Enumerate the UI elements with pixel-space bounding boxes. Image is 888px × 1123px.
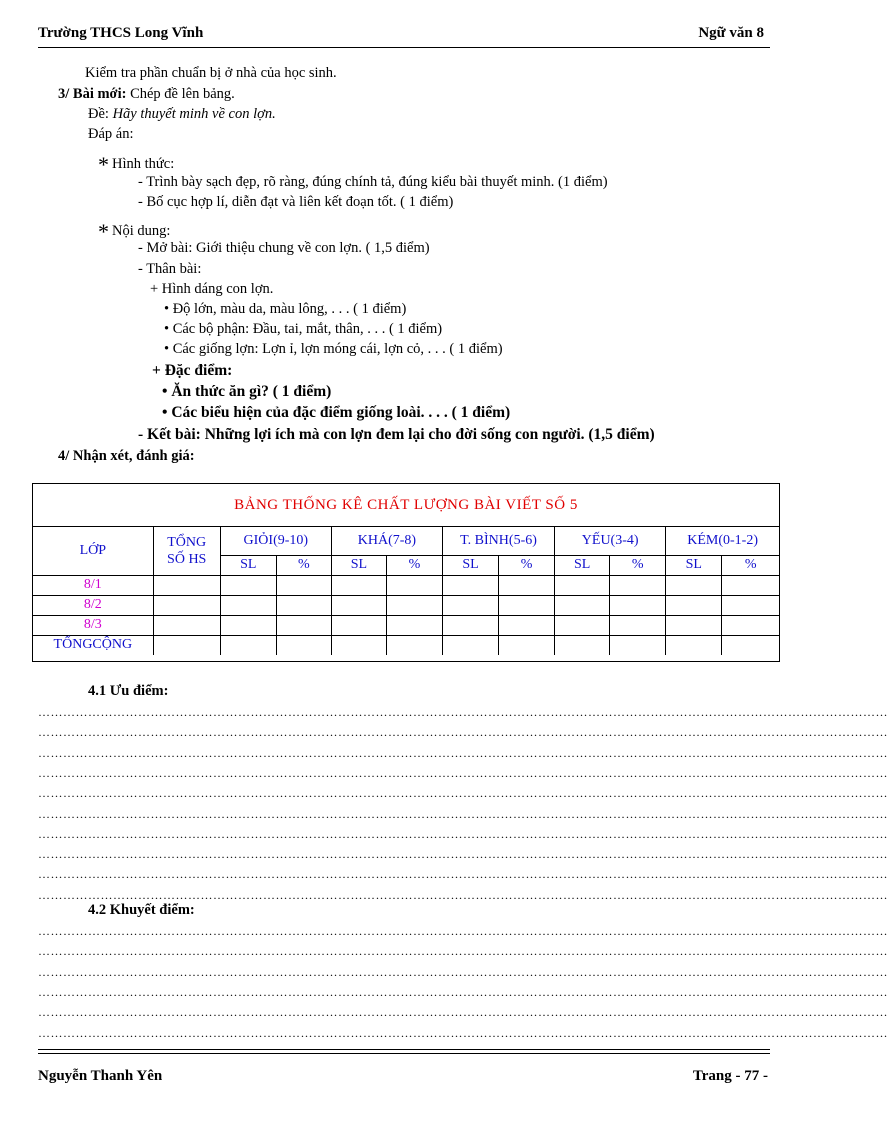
form-item-2: - Bố cục hợp lí, diễn đạt và liên kết đoạn tốt. ( 1 điểm) <box>138 194 454 210</box>
dotted-line[interactable]: …………………………………………………………………………………………………………………………………………………………………………………… <box>38 826 888 841</box>
feature-item-1-text: Ăn thức ăn gì? ( 1 điểm) <box>171 383 332 400</box>
table-row <box>33 575 779 595</box>
col-lop: LỚP <box>33 527 153 575</box>
section-4-heading: 4/ Nhận xét, đánh giá: <box>58 448 195 464</box>
cell[interactable] <box>555 615 610 635</box>
author-name: Nguyễn Thanh Yên <box>38 1068 163 1084</box>
dotted-line[interactable]: …………………………………………………………………………………………………………………………………………………………………………………… <box>38 725 888 740</box>
cell[interactable] <box>666 595 722 615</box>
shape-item-1-text: Độ lớn, màu da, màu lông, . . . ( 1 điểm) <box>172 301 407 317</box>
cell[interactable] <box>555 575 610 595</box>
features-heading: + Đặc điểm: <box>152 362 233 379</box>
cell[interactable] <box>610 615 666 635</box>
cell[interactable] <box>722 575 779 595</box>
cell[interactable] <box>722 595 779 615</box>
cell[interactable] <box>276 635 331 655</box>
form-heading <box>98 148 175 177</box>
cell[interactable] <box>386 595 442 615</box>
table-row <box>33 615 779 635</box>
cell[interactable] <box>499 575 555 595</box>
weaknesses-heading: 4.2 Khuyết điểm: <box>88 902 195 918</box>
cell[interactable] <box>442 595 498 615</box>
asterisk-icon: * <box>98 152 109 177</box>
dotted-line[interactable]: …………………………………………………………………………………………………………………………………………………………………………………… <box>38 705 888 719</box>
dotted-line[interactable]: …………………………………………………………………………………………………………………………………………………………………………………… <box>38 984 888 999</box>
dotted-line[interactable]: …………………………………………………………………………………………………………………………………………………………………………………… <box>38 867 888 882</box>
dotted-line[interactable]: …………………………………………………………………………………………………………………………………………………………………………………… <box>38 786 888 801</box>
content-heading <box>98 215 171 244</box>
cell[interactable] <box>666 615 722 635</box>
cell[interactable] <box>331 595 386 615</box>
dotted-line[interactable]: …………………………………………………………………………………………………………………………………………………………………………………… <box>38 847 888 862</box>
bullet-icon: • <box>164 341 170 357</box>
sub-sl: SL <box>666 555 722 575</box>
topic-line <box>88 106 276 123</box>
cell[interactable] <box>666 635 722 655</box>
footer-rule-2 <box>38 1053 770 1054</box>
header-rule <box>38 47 770 48</box>
cell[interactable] <box>722 615 779 635</box>
dotted-line[interactable]: …………………………………………………………………………………………………………………………………………………………………………………… <box>38 887 888 902</box>
subject-name: Ngữ văn 8 <box>698 25 764 41</box>
cell[interactable] <box>499 635 555 655</box>
feature-item-2 <box>162 404 510 422</box>
sub-sl: SL <box>220 555 276 575</box>
topic-text: Hãy thuyết minh về con lợn. <box>112 106 276 122</box>
cell[interactable] <box>153 575 220 595</box>
shape-item-3 <box>164 341 503 358</box>
sub-sl: SL <box>331 555 386 575</box>
cell[interactable] <box>610 595 666 615</box>
cell[interactable] <box>499 615 555 635</box>
cell[interactable] <box>153 635 220 655</box>
row-class-label: 8/3 <box>33 615 153 635</box>
cell[interactable] <box>331 635 386 655</box>
cell[interactable] <box>442 575 498 595</box>
section-3-label: 3/ Bài mới: <box>58 86 127 102</box>
answer-label: Đáp án: <box>88 126 134 142</box>
row-total-label: TỔNGCỘNG <box>33 635 153 655</box>
stats-table-title: BẢNG THỐNG KÊ CHẤT LƯỢNG BÀI VIẾT SỐ 5 <box>33 484 779 527</box>
cell[interactable] <box>555 595 610 615</box>
cell[interactable] <box>276 595 331 615</box>
dotted-line[interactable]: …………………………………………………………………………………………………………………………………………………………………………………… <box>38 1005 888 1020</box>
form-heading-text: Hình thức: <box>112 156 175 172</box>
feature-item-1 <box>162 383 331 401</box>
table-row <box>33 635 779 655</box>
page-number: Trang - 77 - <box>692 1068 768 1084</box>
col-gioi: GIỎI(9-10) <box>220 527 331 555</box>
content-heading-text: Nội dung: <box>112 223 171 239</box>
intro-line: Kiểm tra phần chuẩn bị ở nhà của học sinh. <box>85 65 337 81</box>
shape-item-2-text: Các bộ phận: Đầu, tai, mắt, thân, . . . ( 1 điểm) <box>172 321 443 337</box>
stats-grid <box>33 527 779 655</box>
col-tong-line-2: SỐ HS <box>167 551 207 567</box>
table-row <box>33 595 779 615</box>
feature-item-2-text: Các biểu hiện của đặc điểm giống loài. . . . ( 1 điểm) <box>171 404 511 421</box>
sub-sl: SL <box>442 555 498 575</box>
cell[interactable] <box>220 595 276 615</box>
dotted-line[interactable]: …………………………………………………………………………………………………………………………………………………………………………………… <box>38 924 888 938</box>
shape-item-3-text: Các giống lợn: Lợn ỉ, lợn móng cái, lợn cỏ, . . . ( 1 điểm) <box>172 341 503 357</box>
bullet-icon: • <box>162 404 168 421</box>
section-3-line <box>58 86 235 103</box>
cell[interactable] <box>386 615 442 635</box>
bullet-icon: • <box>164 321 170 337</box>
sub-pct: % <box>276 555 331 575</box>
col-tb: T. BÌNH(5-6) <box>442 527 554 555</box>
col-yeu: YẾU(3-4) <box>555 527 666 555</box>
cell[interactable] <box>331 575 386 595</box>
cell[interactable] <box>220 615 276 635</box>
cell[interactable] <box>276 575 331 595</box>
form-item-1: - Trình bày sạch đẹp, rõ ràng, đúng chính tả, đúng kiểu bài thuyết minh. (1 điểm) <box>138 174 608 190</box>
cell[interactable] <box>666 575 722 595</box>
sub-pct: % <box>499 555 555 575</box>
shape-heading: + Hình dáng con lợn. <box>150 281 274 297</box>
cell[interactable] <box>610 575 666 595</box>
col-kha: KHÁ(7-8) <box>331 527 442 555</box>
section-3-text: Chép đề lên bảng. <box>126 86 235 102</box>
dotted-line[interactable]: …………………………………………………………………………………………………………………………………………………………………………………… <box>38 944 888 959</box>
bullet-icon: • <box>164 301 170 317</box>
shape-item-2 <box>164 321 442 338</box>
cell[interactable] <box>331 615 386 635</box>
cell[interactable] <box>220 635 276 655</box>
cell[interactable] <box>722 635 779 655</box>
dotted-line[interactable]: …………………………………………………………………………………………………………………………………………………………………………………… <box>38 1025 888 1040</box>
shape-item-1 <box>164 301 406 318</box>
dotted-line[interactable]: …………………………………………………………………………………………………………………………………………………………………………………… <box>38 806 888 821</box>
col-kem: KÉM(0-1-2) <box>666 527 779 555</box>
cell[interactable] <box>386 635 442 655</box>
sub-pct: % <box>610 555 666 575</box>
sub-pct: % <box>386 555 442 575</box>
cell[interactable] <box>442 615 498 635</box>
intro-part: - Mở bài: Giới thiệu chung về con lợn. ( 1,5 điểm) <box>138 240 430 256</box>
bullet-icon: • <box>162 383 168 400</box>
dotted-line[interactable]: …………………………………………………………………………………………………………………………………………………………………………………… <box>38 745 888 760</box>
sub-sl: SL <box>555 555 610 575</box>
sub-pct: % <box>722 555 779 575</box>
conclusion-part: - Kết bài: Những lợi ích mà con lợn đem lại cho đời sống con người. (1,5 điểm) <box>138 426 655 443</box>
cell[interactable] <box>386 575 442 595</box>
col-tong <box>153 527 220 575</box>
stats-table <box>32 483 780 662</box>
footer-rule-1 <box>38 1049 770 1050</box>
dotted-line[interactable]: …………………………………………………………………………………………………………………………………………………………………………………… <box>38 765 888 780</box>
cell[interactable] <box>220 575 276 595</box>
cell[interactable] <box>153 615 220 635</box>
table-header-row <box>33 527 779 555</box>
row-class-label: 8/1 <box>33 575 153 595</box>
cell[interactable] <box>499 595 555 615</box>
cell[interactable] <box>276 615 331 635</box>
asterisk-icon: * <box>98 219 109 244</box>
strengths-heading: 4.1 Ưu điểm: <box>88 683 169 699</box>
body-part: - Thân bài: <box>138 261 202 277</box>
cell[interactable] <box>555 635 610 655</box>
cell[interactable] <box>153 595 220 615</box>
cell[interactable] <box>610 635 666 655</box>
dotted-line[interactable]: …………………………………………………………………………………………………………………………………………………………………………………… <box>38 964 888 979</box>
school-name: Trường THCS Long Vĩnh <box>38 25 204 41</box>
col-tong-line-1: TỔNG <box>167 534 207 550</box>
row-class-label: 8/2 <box>33 595 153 615</box>
topic-label: Đề: <box>88 106 113 122</box>
cell[interactable] <box>442 635 498 655</box>
